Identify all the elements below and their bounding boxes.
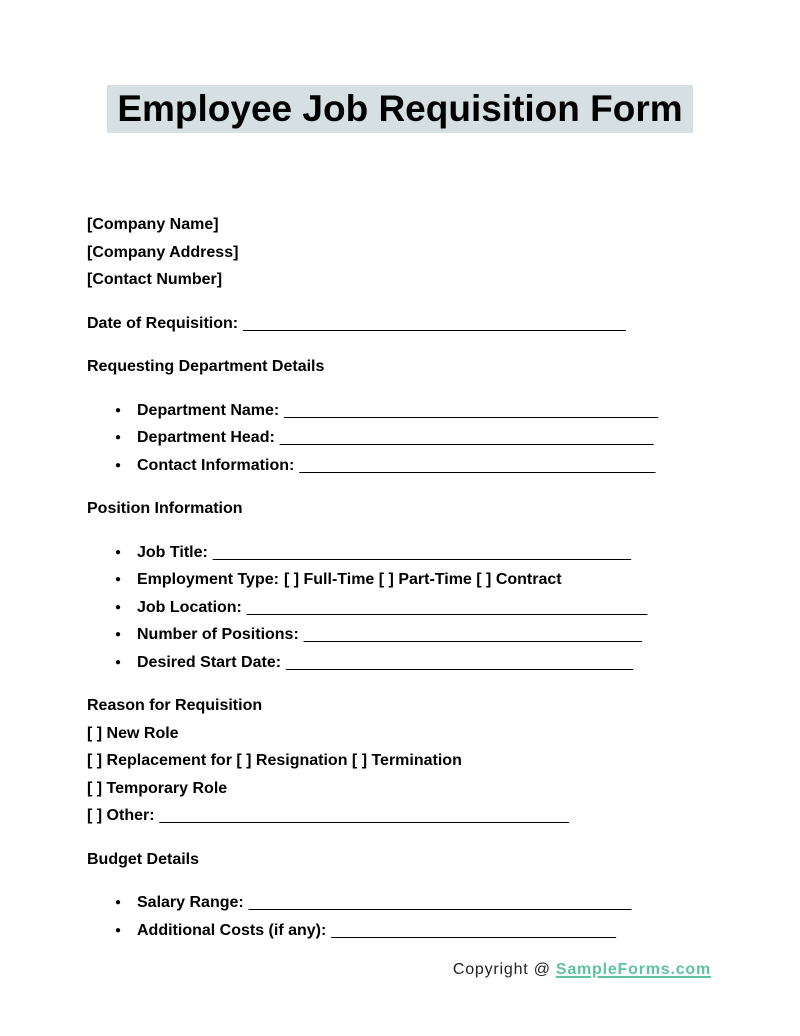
reason-new-role-line: [ ] New Role: [87, 724, 179, 742]
contact-number-line: [87, 266, 740, 294]
reason-other-line: [87, 802, 740, 830]
list-item: [87, 889, 740, 917]
bullet-icon: ●: [115, 404, 122, 416]
company-name-line: [87, 211, 740, 239]
company-address-line: [87, 239, 740, 267]
contact-number-text: [Contact Number]: [87, 271, 223, 288]
job-location-blank: _____________________________________________: [246, 598, 648, 616]
number-of-positions-blank: ______________________________________: [303, 626, 642, 643]
list-item: [87, 424, 740, 452]
job-location-label: Job Location:: [137, 598, 242, 616]
reason-for-requisition-heading: Reason for Requisition: [87, 697, 263, 714]
bullet-icon: ●: [115, 629, 122, 640]
salary-range-blank: ___________________________________________: [248, 894, 632, 911]
list-item: [87, 566, 740, 594]
budget-details-list: [87, 889, 740, 944]
date-of-requisition-label: Date of Requisition:: [87, 314, 239, 332]
reason-temporary-role-line: [ ] Temporary Role: [87, 779, 228, 797]
reason-other-label: [ ] Other:: [87, 807, 155, 824]
bullet-icon: ●: [115, 546, 122, 558]
additional-costs-label: Additional Costs (if any):: [137, 921, 327, 939]
department-head-label: Department Head:: [137, 429, 275, 446]
employment-type-options: [ ] Full-Time [ ] Part-Time [ ] Contract: [283, 571, 562, 588]
bullet-icon: ●: [115, 601, 122, 613]
job-title-label: Job Title:: [137, 543, 208, 561]
contact-information-blank: ________________________________________: [299, 456, 656, 474]
list-item: [87, 397, 740, 425]
job-title-blank: _______________________________________________: [212, 543, 632, 561]
document-body: [0, 211, 800, 944]
footer: [0, 961, 711, 979]
position-information-heading: Position Information: [87, 500, 243, 517]
department-name-label: Department Name:: [137, 401, 280, 419]
position-information-list: [87, 539, 740, 677]
desired-start-date-label: Desired Start Date:: [137, 653, 282, 671]
department-head-blank: __________________________________________: [279, 429, 654, 446]
bullet-icon: ●: [115, 897, 122, 908]
additional-costs-blank: ________________________________: [331, 921, 617, 939]
list-item: [87, 917, 740, 945]
list-item: [87, 621, 740, 649]
company-name-text: [Company Name]: [87, 216, 219, 233]
employment-type-label: Employment Type:: [137, 571, 279, 588]
bullet-icon: ●: [115, 459, 122, 471]
bullet-icon: ●: [115, 924, 122, 936]
requesting-department-heading: Requesting Department Details: [87, 358, 325, 375]
budget-details-heading: Budget Details: [87, 850, 200, 868]
reason-other-blank: ______________________________________________: [159, 807, 569, 824]
list-item: [87, 649, 740, 677]
department-name-blank: __________________________________________: [284, 401, 658, 419]
date-of-requisition-line: [87, 310, 740, 338]
bullet-icon: ●: [115, 432, 122, 443]
number-of-positions-label: Number of Positions:: [137, 626, 299, 643]
desired-start-date-blank: _______________________________________: [286, 653, 634, 671]
salary-range-label: Salary Range:: [137, 894, 244, 911]
document-title: Employee Job Requisition Form: [107, 85, 692, 133]
list-item: [87, 594, 740, 622]
copyright-text: Copyright @: [452, 961, 551, 978]
sampleforms-link[interactable]: SampleForms.com: [555, 961, 711, 978]
company-address-text: [Company Address]: [87, 243, 239, 261]
date-of-requisition-blank: ___________________________________________: [243, 314, 626, 332]
bullet-icon: ●: [115, 574, 122, 585]
requesting-department-list: [87, 397, 740, 480]
list-item: [87, 452, 740, 480]
contact-information-label: Contact Information:: [137, 456, 295, 474]
bullet-icon: ●: [115, 656, 122, 668]
list-item: [87, 539, 740, 567]
reason-replacement-line: [ ] Replacement for [ ] Resignation [ ] Termination: [87, 752, 462, 769]
title-row: [0, 0, 800, 133]
